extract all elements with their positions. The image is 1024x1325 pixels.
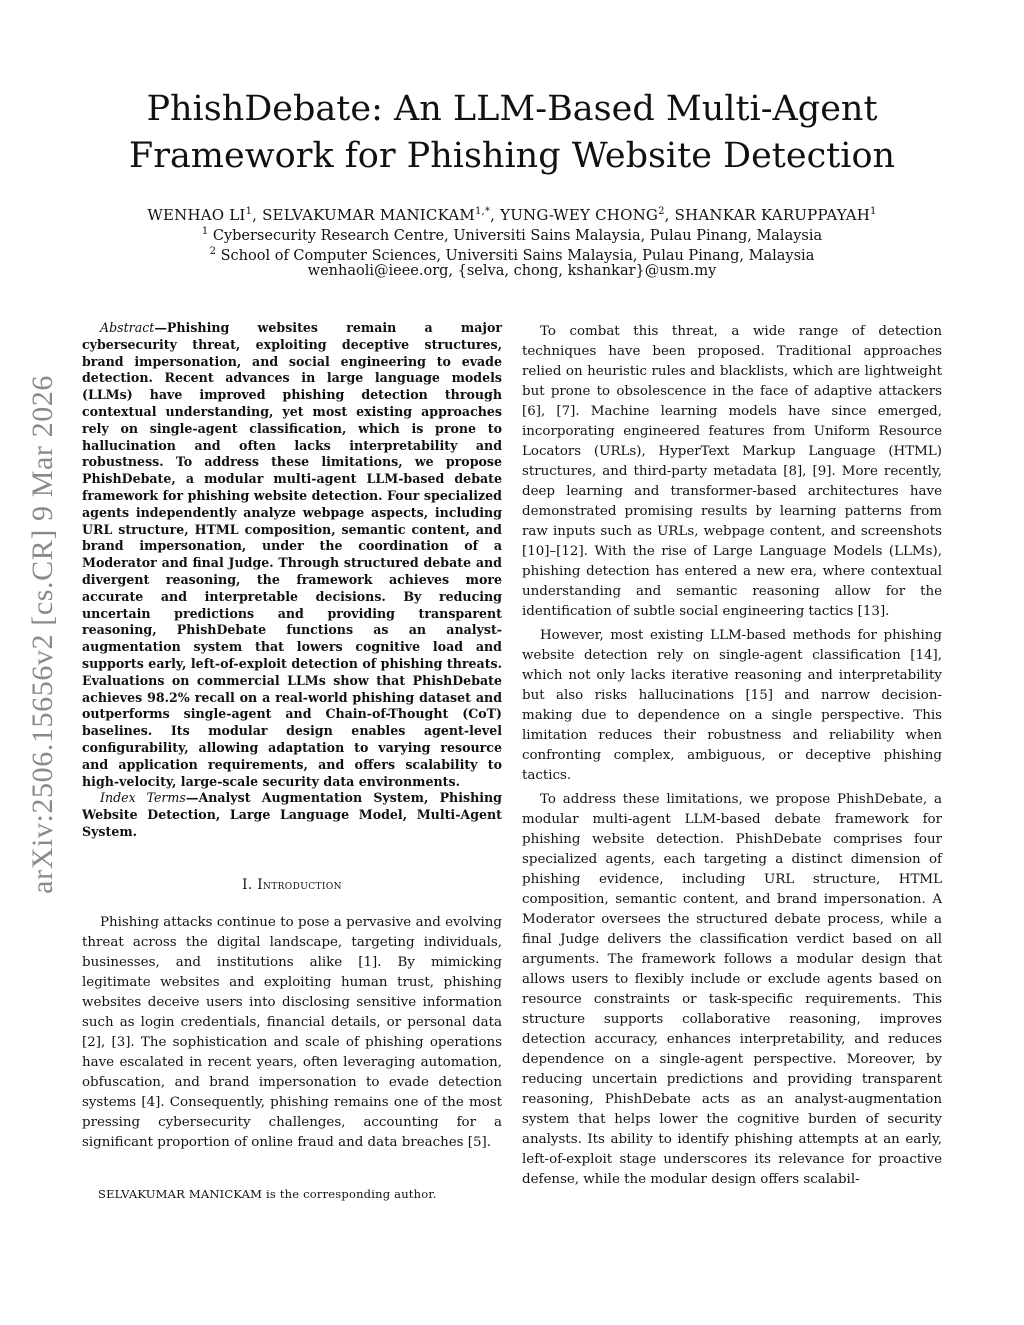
paper-title: PhishDebate: An LLM-Based Multi-Agent Framework for Phishing Website Detection — [128, 89, 896, 176]
abstract — [82, 320, 502, 790]
affiliation-text: School of Computer Sciences, Universiti Sains Malaysia, Pulau Pinang, Malaysia — [220, 247, 815, 264]
affiliation-mark: 1 — [201, 226, 209, 237]
abstract-text: —Phishing websites remain a major cybersecurity threat, exploiting deceptive structures, brand impersonation, and social engineering to evade detection. Recent advances in large language models (LLMs) have improved phishing detection through contextual understanding, yet most existing approaches rely on single-agent classification, which is prone to hallucination and often lacks interpretability and robustness. To address these limitations, we propose PhishDebate, a modular multi-agent LLM-based debate framework for phishing website detection. Four specialized agents independently analyze webpage aspects, including URL structure, HTML composition, semantic content, and brand impersonation, under the coordination of a Moderator and final Judge. Through structured debate and divergent reasoning, the framework achieves more accurate and interpretable decisions. By reducing uncertain predictions and providing transparent reasoning, PhishDebate functions as an analyst-augmentation system that lowers cognitive load and supports early, left-of-exploit detection of phishing threats. Evaluations on commercial LLMs show that PhishDebate achieves 98.2% recall on a real-world phishing dataset and outperforms single-agent and Chain-of-Thought (CoT) baselines. Its modular design enables agent-level configurability, allowing adaptation to varying resource and application requirements, and offers scalability to high-velocity, large-scale security data environments. — [82, 320, 502, 789]
index-terms — [82, 790, 502, 840]
author-name: YUNG-WEY CHONG — [500, 206, 659, 224]
body-paragraph: Phishing attacks continue to pose a pervasive and evolving threat across the digital landscape, targeting individuals, businesses, and institutions alike [1]. By mimicking legitimate websites and exploiting human trust, phishing websites deceive users into disclosing sensitive information such as login credentials, financial details, or personal data [2], [3]. The sophistication and scale of phishing operations have escalated in recent years, often leveraging automation, obfuscation, and brand impersonation to evade detection systems [4]. Consequently, phishing remains one of the most pressing cybersecurity challenges, accounting for a significant proportion of online fraud and data breaches [5]. — [82, 914, 502, 1150]
affiliation-mark: 2 — [209, 246, 217, 257]
body-paragraph: However, most existing LLM-based methods for phishing website detection rely on single-agent classification [14], which not only lacks iterative reasoning and interpretability but also risks hallucinations [15] and narrow decision-making due to dependence on a single perspective. This limitation reduces their robustness and reliability when confronting complex, ambiguous, or deceptive phishing tactics. — [522, 628, 942, 783]
author-mark: 2 — [658, 206, 665, 217]
abstract-label: Abstract — [100, 320, 155, 335]
author-mark: 1 — [870, 206, 877, 217]
author-name: WENHAO LI — [147, 206, 246, 224]
author-emails: wenhaoli@ieee.org, {selva, chong, kshankar}@usm.my — [307, 263, 717, 279]
arxiv-identifier: arXiv:2506.15656v2 [cs.CR] 9 Mar 2026 — [26, 375, 59, 894]
author-list: WENHAO $LI^1$, SELVAKUMAR $MANICKAM^{1,*}$, YUNG-WEY CHONG$^2$, SHANKAR KARUPPAYAH$^1$ — [147, 206, 877, 224]
affiliation-text: Cybersecurity Research Centre, Universiti Sains Malaysia, Pulau Pinang, Malaysia — [212, 227, 823, 244]
index-terms-text: —Analyst Augmentation System, Phishing Website Detection, Large Language Model, Multi-Agent System. — [82, 790, 502, 839]
right-column — [522, 322, 942, 1190]
section-heading: I. Introduction — [242, 876, 342, 893]
body-paragraph: To address these limitations, we propose PhishDebate, a modular multi-agent LLM-based debate framework for phishing website detection. PhishDebate comprises four specialized agents, each targeting a distinct dimension of phishing evidence, including URL structure, HTML composition, semantic content, and brand impersonation. A Moderator oversees the structured debate process, while a final Judge delivers the classification verdict based on all arguments. The framework follows a modular design that allows users to flexibly include or exclude agents based on resource constraints or task-specific requirements. This structure supports collaborative reasoning, improves detection accuracy, enhances interpretability, and reduces dependence on a single-agent perspective. Moreover, by reducing uncertain predictions and providing transparent reasoning, PhishDebate acts as an analyst-augmentation system that helps lower the cognitive burden of security analysts. Its ability to identify phishing attempts at an early, left-of-exploit stage underscores its relevance for proactive defense, while the modular design offers scalabil- — [522, 792, 942, 1187]
author-name: SELVAKUMAR MANICKAM — [262, 206, 475, 224]
author-mark: 1 — [245, 206, 253, 217]
index-terms-label: Index Terms — [100, 790, 186, 806]
footnote: SELVAKUMAR MANICKAM is the corresponding author. — [98, 1187, 437, 1201]
body-paragraph: To combat this threat, a wide range of detection techniques have been proposed. Traditional approaches relied on heuristic rules and blacklists, which are lightweight but prone to obsolescence in the face of adaptive attackers [6], [7]. Machine learning models have since emerged, incorporating engineered features from Uniform Resource Locators (URLs), HyperText Markup Language (HTML) structures, and third-party metadata [8], [9]. More recently, deep learning and transformer-based architectures have demonstrated promising results by learning patterns from raw inputs such as URLs, webpage content, and screenshots [10]–[12]. With the rise of Large Language Models (LLMs), phishing detection has entered a new era, where contextual understanding and semantic reasoning allow for the identification of subtle social engineering tactics [13]. — [522, 324, 942, 619]
author-mark: 1,* — [475, 206, 491, 217]
author-name: SHANKAR KARUPPAYAH — [674, 206, 871, 224]
left-column — [82, 320, 502, 1153]
